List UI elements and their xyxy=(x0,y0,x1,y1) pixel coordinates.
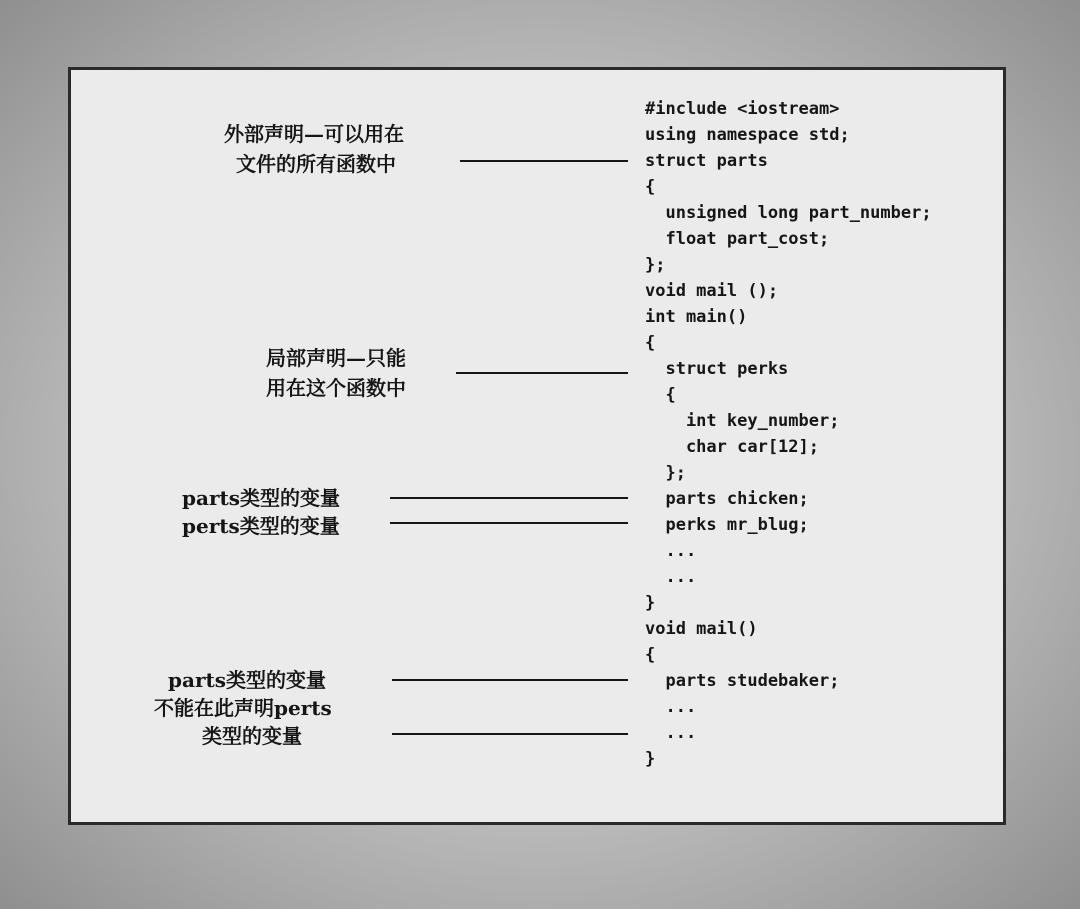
perts-variable-leader-line xyxy=(390,522,628,524)
code-line: { xyxy=(645,385,676,405)
code-line: { xyxy=(645,645,656,665)
local-declaration-label-line2: 用在这个函数中 xyxy=(266,376,406,400)
code-line: { xyxy=(645,333,656,353)
parts-variable-label: parts类型的变量 xyxy=(182,486,340,510)
code-line: struct perks xyxy=(645,359,789,379)
external-declaration-label-line1: 外部声明—可以用在 xyxy=(224,122,404,146)
code-line: ... xyxy=(645,697,697,717)
code-line: int main() xyxy=(645,307,748,327)
code-line: ... xyxy=(645,541,697,561)
mail-note-line2: 不能在此声明perts xyxy=(154,696,332,720)
code-line: } xyxy=(645,749,656,769)
perts-variable-label: perts类型的变量 xyxy=(182,514,340,538)
local-declaration-leader-line xyxy=(456,372,628,374)
code-line: perks mr_blug; xyxy=(645,515,809,535)
mail-note-line3: 类型的变量 xyxy=(202,724,302,748)
code-line: void mail() xyxy=(645,619,758,639)
code-line: parts studebaker; xyxy=(645,671,840,691)
code-line: ... xyxy=(645,723,697,743)
code-line: }; xyxy=(645,463,686,483)
code-line: #include <iostream> xyxy=(645,99,840,119)
code-line: { xyxy=(645,177,656,197)
mail-note-leader-line-upper xyxy=(392,679,628,681)
code-line: }; xyxy=(645,255,666,275)
external-declaration-leader-line xyxy=(460,160,628,162)
code-line: ... xyxy=(645,567,697,587)
external-declaration-label-line2: 文件的所有函数中 xyxy=(236,152,396,176)
code-line: using namespace std; xyxy=(645,125,850,145)
code-line: struct parts xyxy=(645,151,768,171)
parts-variable-leader-line xyxy=(390,497,628,499)
code-line: void mail (); xyxy=(645,281,779,301)
code-line: } xyxy=(645,593,656,613)
code-line: unsigned long part_number; xyxy=(645,203,932,223)
code-line: int key_number; xyxy=(645,411,840,431)
code-line: char car[12]; xyxy=(645,437,819,457)
local-declaration-label-line1: 局部声明—只能 xyxy=(266,346,406,370)
mail-note-line1: parts类型的变量 xyxy=(168,668,326,692)
code-line: float part_cost; xyxy=(645,229,830,249)
mail-note-leader-line-lower xyxy=(392,733,628,735)
code-line: parts chicken; xyxy=(645,489,809,509)
